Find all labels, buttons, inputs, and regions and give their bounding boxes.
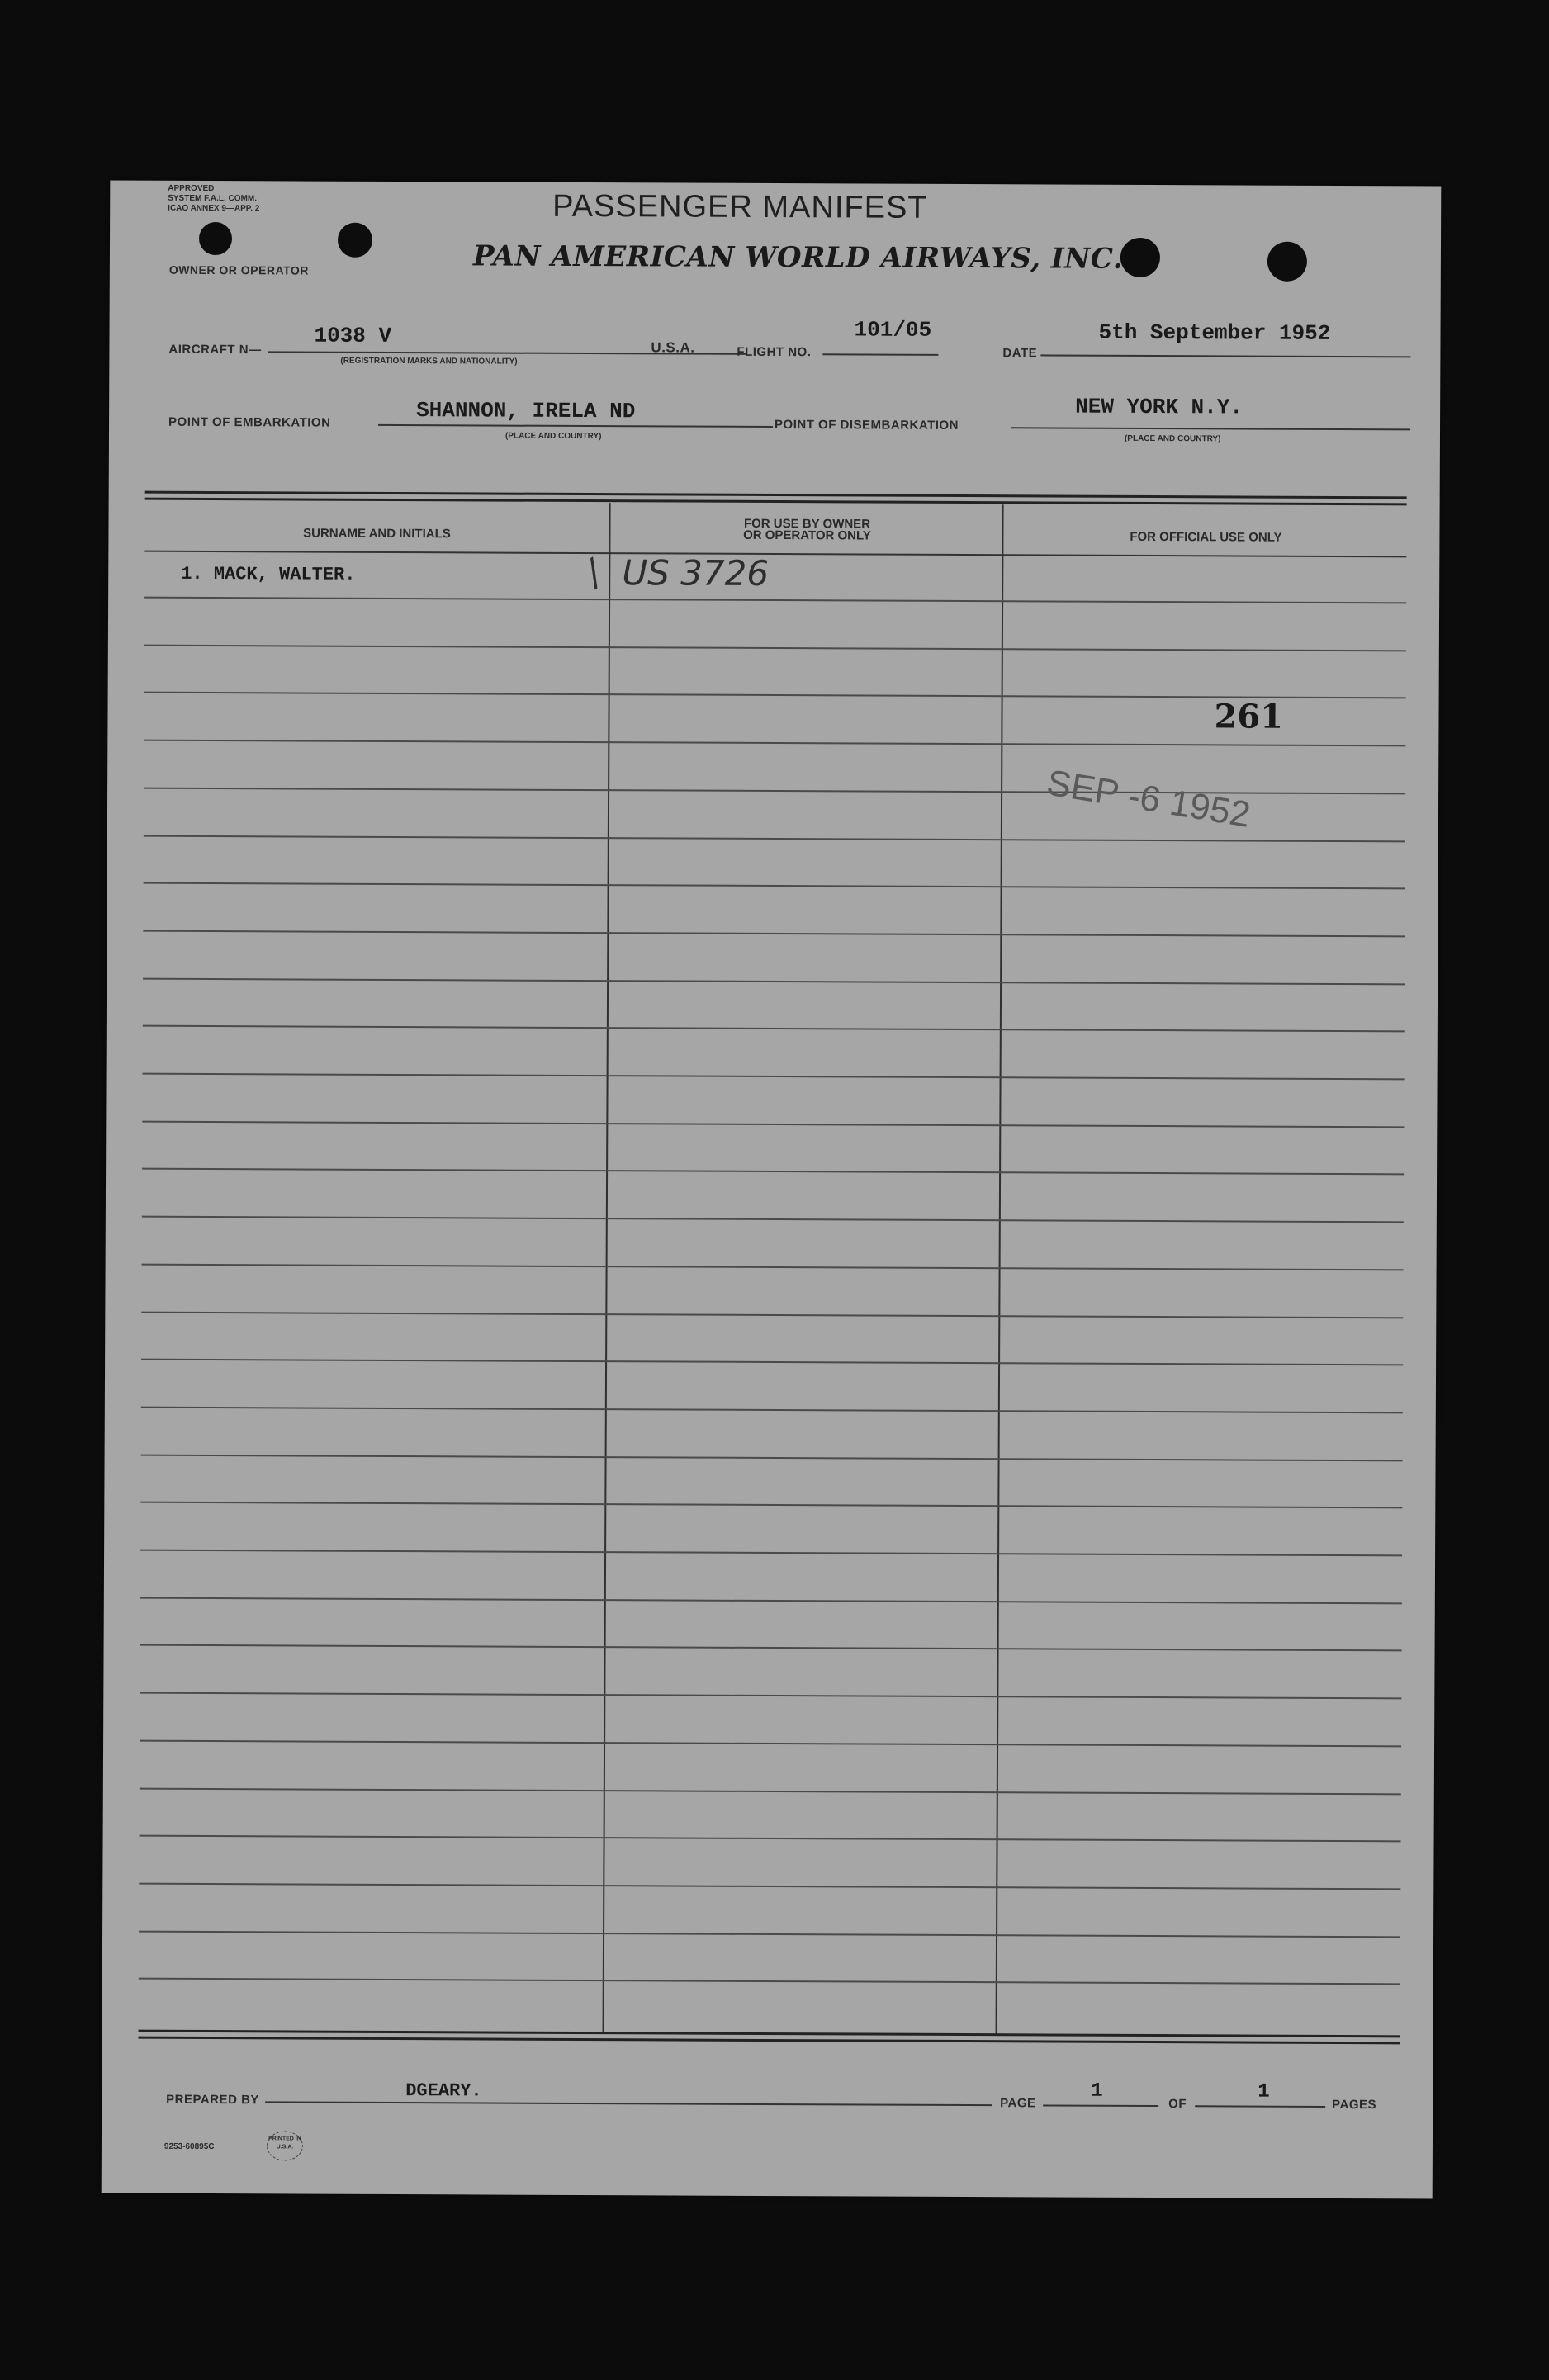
date-value: 5th September 1952 — [1098, 319, 1331, 346]
column-divider-1 — [603, 503, 611, 2033]
table-row-line — [143, 1073, 1405, 1081]
table-row-line — [144, 645, 1406, 652]
table-row-line — [142, 1264, 1404, 1271]
disembarkation-caption: (PLACE AND COUNTRY) — [1124, 433, 1221, 444]
approval-line-2: SYSTEM F.A.L. COMM. — [168, 193, 258, 204]
table-row-line — [142, 1121, 1404, 1128]
flight-label: FLIGHT NO. — [737, 344, 812, 360]
punch-hole-3 — [1120, 238, 1160, 277]
table-row-line — [139, 1931, 1400, 1938]
embarkation-label: POINT OF EMBARKATION — [168, 414, 331, 430]
table-row-line — [140, 1502, 1402, 1509]
table-row-line — [141, 1455, 1403, 1462]
column-header-owner-line2: OR OPERATOR ONLY — [743, 528, 871, 543]
table-row-line — [140, 1692, 1401, 1700]
table-row-line — [140, 1788, 1401, 1796]
date-label: DATE — [1002, 346, 1038, 361]
disembarkation-label: POINT OF DISEMBARKATION — [774, 418, 959, 433]
flight-underline — [822, 353, 938, 356]
table-row-line — [140, 1835, 1401, 1843]
approval-line-1: APPROVED — [168, 183, 215, 194]
punch-hole-1 — [199, 222, 232, 255]
table-row-line — [143, 930, 1405, 938]
table-row-line — [142, 1216, 1404, 1223]
official-number-stamp: 261 — [1214, 697, 1284, 736]
embarkation-caption: (PLACE AND COUNTRY) — [504, 431, 602, 442]
form-number: 9253-60895C — [163, 2141, 215, 2152]
embarkation-value: SHANNON, IRELA ND — [416, 398, 636, 424]
of-value: 1 — [1258, 2080, 1270, 2103]
table-row-line — [139, 1883, 1400, 1890]
table-row-line — [140, 1644, 1402, 1652]
passenger-name: 1. MACK, WALTER. — [181, 563, 356, 585]
table-row-line — [143, 1025, 1405, 1033]
date-underline — [1040, 354, 1410, 357]
table-row-line — [143, 978, 1405, 986]
column-divider-2 — [996, 504, 1004, 2035]
registration-caption: (REGISTRATION MARKS AND NATIONALITY) — [340, 356, 518, 367]
aircraft-label: AIRCRAFT N— — [168, 342, 262, 357]
punch-hole-4 — [1267, 242, 1307, 282]
table-row-line — [142, 1168, 1404, 1176]
prepared-by-value: DGEARY. — [405, 2080, 482, 2102]
check-mark-icon: / — [576, 552, 610, 593]
owner-note-handwritten — [576, 552, 770, 594]
page-label: PAGE — [1000, 2096, 1036, 2111]
table-bottom-rule-2 — [139, 2037, 1400, 2045]
approval-line-3: ICAO ANNEX 9—APP. 2 — [168, 203, 260, 214]
of-underline — [1195, 2105, 1325, 2108]
printed-in-usa-mark: PRINTED IN U.S.A. — [267, 2131, 303, 2160]
airline-name: PAN AMERICAN WORLD AIRWAYS, INC. — [472, 239, 1124, 276]
column-header-official: FOR OFFICIAL USE ONLY — [1130, 529, 1282, 545]
embarkation-underline — [378, 424, 773, 428]
table-row-line — [141, 1407, 1403, 1414]
table-row-line — [140, 1550, 1402, 1557]
flight-value: 101/05 — [854, 317, 932, 343]
prepared-by-underline — [265, 2101, 992, 2106]
manifest-sheet — [102, 180, 1442, 2198]
pages-label: PAGES — [1332, 2097, 1377, 2113]
table-row-line — [144, 597, 1406, 604]
page-underline — [1043, 2104, 1158, 2107]
page-value: 1 — [1091, 2080, 1103, 2103]
table-top-rule-2 — [145, 498, 1407, 506]
table-row-line — [141, 1312, 1403, 1319]
table-row-line — [140, 1597, 1402, 1605]
owner-note: US 3726 — [622, 552, 770, 594]
table-row-line — [144, 740, 1405, 747]
header-bottom-rule — [144, 551, 1406, 558]
page-title: PASSENGER MANIFEST — [552, 188, 928, 225]
table-row-line — [144, 835, 1405, 843]
disembarkation-underline — [1011, 427, 1410, 430]
owner-operator-label: OWNER OR OPERATOR — [168, 263, 309, 277]
punch-hole-2 — [338, 223, 372, 258]
prepared-by-label: PREPARED BY — [166, 2092, 259, 2108]
table-row-line — [140, 1740, 1401, 1748]
table-row-line — [141, 1359, 1403, 1366]
aircraft-value: 1038 V — [314, 323, 392, 348]
usa-label: U.S.A. — [651, 339, 695, 356]
table-row-lines — [110, 180, 1441, 186]
column-header-owner-line1: FOR USE BY OWNER — [743, 516, 871, 532]
column-header-surname: SURNAME AND INITIALS — [303, 526, 451, 542]
official-date-stamp: SEP -6 1952 — [1044, 762, 1253, 835]
table-row-line — [144, 882, 1405, 890]
disembarkation-value: NEW YORK N.Y. — [1075, 394, 1243, 420]
table-row-line — [139, 1978, 1400, 1985]
of-label: OF — [1168, 2097, 1187, 2112]
